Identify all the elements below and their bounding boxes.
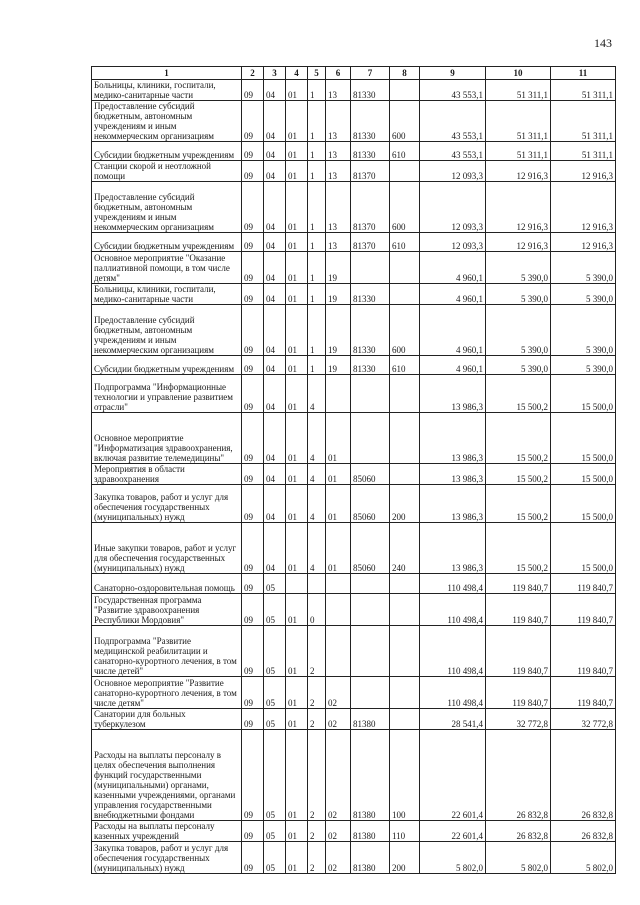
value-col10: 15 500,2 bbox=[486, 413, 551, 464]
code-c7: 85060 bbox=[351, 485, 390, 523]
table-row bbox=[92, 464, 616, 485]
code-c4: 01 bbox=[286, 161, 308, 182]
code-c8 bbox=[390, 375, 420, 413]
code-c7: 81330 bbox=[351, 305, 390, 356]
code-c6: 19 bbox=[326, 284, 351, 305]
code-c5: 1 bbox=[308, 284, 326, 305]
value-col10: 12 916,3 bbox=[486, 233, 551, 252]
code-c6: 01 bbox=[326, 464, 351, 485]
header-cell: 9 bbox=[420, 67, 486, 80]
code-c7: 81380 bbox=[351, 842, 390, 874]
value-col10: 5 390,0 bbox=[486, 252, 551, 284]
table-row bbox=[92, 821, 616, 842]
code-c4: 01 bbox=[286, 677, 308, 709]
code-c8: 600 bbox=[390, 305, 420, 356]
code-c6: 13 bbox=[326, 80, 351, 101]
code-c5: 1 bbox=[308, 142, 326, 161]
code-c2: 09 bbox=[242, 821, 264, 842]
value-col9: 12 093,3 bbox=[420, 182, 486, 233]
code-c7: 81370 bbox=[351, 233, 390, 252]
code-c2: 09 bbox=[242, 485, 264, 523]
value-col10: 15 500,2 bbox=[486, 464, 551, 485]
code-c7: 81370 bbox=[351, 161, 390, 182]
code-c2: 09 bbox=[242, 305, 264, 356]
value-col11: 51 311,1 bbox=[551, 80, 616, 101]
row-name: Предоставление субсидий бюджетным, автономным учреждениям и иным некоммерческим организациям bbox=[92, 101, 242, 142]
code-c4: 01 bbox=[286, 730, 308, 821]
code-c4: 01 bbox=[286, 284, 308, 305]
code-c2: 09 bbox=[242, 284, 264, 305]
value-col11: 5 390,0 bbox=[551, 305, 616, 356]
code-c3: 04 bbox=[264, 523, 286, 574]
value-col9: 5 802,0 bbox=[420, 842, 486, 874]
code-c3: 04 bbox=[264, 375, 286, 413]
code-c5: 2 bbox=[308, 842, 326, 874]
code-c2: 09 bbox=[242, 709, 264, 730]
code-c5: 0 bbox=[308, 594, 326, 626]
code-c4 bbox=[286, 574, 308, 594]
code-c6: 02 bbox=[326, 842, 351, 874]
table-row bbox=[92, 356, 616, 375]
row-name: Предоставление субсидий бюджетным, автономным учреждениям и иным некоммерческим организациям bbox=[92, 182, 242, 233]
value-col9: 28 541,4 bbox=[420, 709, 486, 730]
code-c4: 01 bbox=[286, 375, 308, 413]
code-c6: 19 bbox=[326, 252, 351, 284]
value-col11: 51 311,1 bbox=[551, 101, 616, 142]
code-c3: 04 bbox=[264, 182, 286, 233]
value-col10: 119 840,7 bbox=[486, 626, 551, 677]
row-name: Станции скорой и неотложной помощи bbox=[92, 161, 242, 182]
table-row bbox=[92, 709, 616, 730]
value-col10: 12 916,3 bbox=[486, 182, 551, 233]
value-col9: 12 093,3 bbox=[420, 233, 486, 252]
code-c5: 4 bbox=[308, 413, 326, 464]
code-c3: 04 bbox=[264, 485, 286, 523]
code-c6: 19 bbox=[326, 356, 351, 375]
code-c5: 2 bbox=[308, 677, 326, 709]
row-name: Предоставление субсидий бюджетным, автономным учреждениям и иным некоммерческим организациям bbox=[92, 305, 242, 356]
code-c6 bbox=[326, 375, 351, 413]
value-col11: 15 500,0 bbox=[551, 413, 616, 464]
row-name: Государственная программа "Развитие здравоохранения Республики Мордовия" bbox=[92, 594, 242, 626]
value-col9: 4 960,1 bbox=[420, 356, 486, 375]
value-col11: 12 916,3 bbox=[551, 233, 616, 252]
value-col10: 32 772,8 bbox=[486, 709, 551, 730]
header-cell: 8 bbox=[390, 67, 420, 80]
code-c6: 02 bbox=[326, 709, 351, 730]
table-row bbox=[92, 842, 616, 874]
header-cell: 2 bbox=[242, 67, 264, 80]
code-c8 bbox=[390, 626, 420, 677]
row-name: Подпрограмма "Развитие медицинской реабилитации и санаторно-курортного лечения, в том числе детей" bbox=[92, 626, 242, 677]
header-cell: 10 bbox=[486, 67, 551, 80]
code-c3: 04 bbox=[264, 252, 286, 284]
code-c2: 09 bbox=[242, 677, 264, 709]
code-c4: 01 bbox=[286, 356, 308, 375]
value-col10: 26 832,8 bbox=[486, 730, 551, 821]
code-c8: 600 bbox=[390, 101, 420, 142]
code-c8 bbox=[390, 252, 420, 284]
code-c2: 09 bbox=[242, 842, 264, 874]
code-c3: 04 bbox=[264, 233, 286, 252]
row-name: Закупка товаров, работ и услуг для обеспечения государственных (муниципальных) нужд bbox=[92, 842, 242, 874]
row-name: Иные закупки товаров, работ и услуг для обеспечения государственных (муниципальных) нужд bbox=[92, 523, 242, 574]
code-c2: 09 bbox=[242, 161, 264, 182]
code-c2: 09 bbox=[242, 182, 264, 233]
code-c4: 01 bbox=[286, 80, 308, 101]
code-c8: 240 bbox=[390, 523, 420, 574]
code-c6: 02 bbox=[326, 730, 351, 821]
value-col10: 15 500,2 bbox=[486, 523, 551, 574]
value-col9: 110 498,4 bbox=[420, 677, 486, 709]
code-c2: 09 bbox=[242, 233, 264, 252]
code-c6: 01 bbox=[326, 523, 351, 574]
code-c8 bbox=[390, 594, 420, 626]
code-c7 bbox=[351, 594, 390, 626]
table-row bbox=[92, 594, 616, 626]
code-c6: 19 bbox=[326, 305, 351, 356]
table-row bbox=[92, 80, 616, 101]
row-name: Подпрограмма "Информационные технологии и управление развитием отрасли" bbox=[92, 375, 242, 413]
code-c6: 02 bbox=[326, 677, 351, 709]
code-c6: 13 bbox=[326, 233, 351, 252]
code-c8 bbox=[390, 709, 420, 730]
code-c8: 100 bbox=[390, 730, 420, 821]
table-row bbox=[92, 413, 616, 464]
header-cell: 6 bbox=[326, 67, 351, 80]
value-col11: 26 832,8 bbox=[551, 821, 616, 842]
code-c3: 04 bbox=[264, 142, 286, 161]
row-name: Больницы, клиники, госпитали, медико-санитарные части bbox=[92, 80, 242, 101]
header-cell: 3 bbox=[264, 67, 286, 80]
code-c5: 4 bbox=[308, 523, 326, 574]
code-c6: 02 bbox=[326, 821, 351, 842]
value-col11: 12 916,3 bbox=[551, 182, 616, 233]
code-c3: 04 bbox=[264, 80, 286, 101]
value-col11: 119 840,7 bbox=[551, 626, 616, 677]
code-c6: 13 bbox=[326, 161, 351, 182]
value-col11: 26 832,8 bbox=[551, 730, 616, 821]
value-col10: 5 390,0 bbox=[486, 284, 551, 305]
value-col9: 110 498,4 bbox=[420, 574, 486, 594]
value-col9: 110 498,4 bbox=[420, 594, 486, 626]
value-col9: 13 986,3 bbox=[420, 523, 486, 574]
table-row bbox=[92, 284, 616, 305]
code-c5: 1 bbox=[308, 252, 326, 284]
code-c2: 09 bbox=[242, 594, 264, 626]
code-c7: 81330 bbox=[351, 356, 390, 375]
code-c2: 09 bbox=[242, 523, 264, 574]
code-c7 bbox=[351, 626, 390, 677]
code-c6 bbox=[326, 626, 351, 677]
table-row bbox=[92, 523, 616, 574]
value-col11: 15 500,0 bbox=[551, 375, 616, 413]
code-c5: 1 bbox=[308, 161, 326, 182]
code-c6: 13 bbox=[326, 182, 351, 233]
code-c5: 2 bbox=[308, 730, 326, 821]
value-col11: 51 311,1 bbox=[551, 142, 616, 161]
table-row bbox=[92, 485, 616, 523]
value-col9: 12 093,3 bbox=[420, 161, 486, 182]
code-c3: 05 bbox=[264, 821, 286, 842]
row-name: Санаторно-оздоровительная помощь bbox=[92, 574, 242, 594]
budget-table bbox=[91, 66, 616, 874]
code-c2: 09 bbox=[242, 626, 264, 677]
code-c8: 610 bbox=[390, 142, 420, 161]
code-c3: 05 bbox=[264, 842, 286, 874]
code-c3: 05 bbox=[264, 594, 286, 626]
value-col9: 13 986,3 bbox=[420, 413, 486, 464]
code-c3: 05 bbox=[264, 677, 286, 709]
code-c7 bbox=[351, 375, 390, 413]
code-c3: 04 bbox=[264, 413, 286, 464]
code-c7: 81380 bbox=[351, 821, 390, 842]
value-col9: 22 601,4 bbox=[420, 730, 486, 821]
code-c8: 110 bbox=[390, 821, 420, 842]
code-c8 bbox=[390, 161, 420, 182]
code-c7: 81380 bbox=[351, 730, 390, 821]
table-row bbox=[92, 677, 616, 709]
row-name: Субсидии бюджетным учреждениям bbox=[92, 356, 242, 375]
value-col9: 43 553,1 bbox=[420, 80, 486, 101]
code-c2: 09 bbox=[242, 730, 264, 821]
value-col10: 5 802,0 bbox=[486, 842, 551, 874]
code-c4: 01 bbox=[286, 233, 308, 252]
code-c7 bbox=[351, 574, 390, 594]
table-row bbox=[92, 574, 616, 594]
code-c5: 1 bbox=[308, 305, 326, 356]
value-col10: 15 500,2 bbox=[486, 485, 551, 523]
code-c8: 200 bbox=[390, 842, 420, 874]
code-c3: 04 bbox=[264, 284, 286, 305]
header-cell: 7 bbox=[351, 67, 390, 80]
code-c8 bbox=[390, 574, 420, 594]
value-col9: 43 553,1 bbox=[420, 101, 486, 142]
code-c5: 1 bbox=[308, 182, 326, 233]
code-c3: 04 bbox=[264, 464, 286, 485]
code-c6 bbox=[326, 594, 351, 626]
row-name: Больницы, клиники, госпитали, медико-санитарные части bbox=[92, 284, 242, 305]
code-c7: 81380 bbox=[351, 709, 390, 730]
code-c5: 1 bbox=[308, 101, 326, 142]
value-col11: 119 840,7 bbox=[551, 677, 616, 709]
row-name: Субсидии бюджетным учреждениям bbox=[92, 233, 242, 252]
code-c8: 610 bbox=[390, 356, 420, 375]
code-c7: 85060 bbox=[351, 464, 390, 485]
value-col10: 51 311,1 bbox=[486, 80, 551, 101]
code-c7: 81330 bbox=[351, 284, 390, 305]
code-c3: 05 bbox=[264, 626, 286, 677]
code-c4: 01 bbox=[286, 626, 308, 677]
value-col9: 13 986,3 bbox=[420, 485, 486, 523]
code-c6: 01 bbox=[326, 413, 351, 464]
code-c4: 01 bbox=[286, 709, 308, 730]
value-col11: 15 500,0 bbox=[551, 464, 616, 485]
table-row bbox=[92, 182, 616, 233]
value-col11: 5 390,0 bbox=[551, 252, 616, 284]
table-row bbox=[92, 101, 616, 142]
code-c4: 01 bbox=[286, 413, 308, 464]
value-col9: 4 960,1 bbox=[420, 305, 486, 356]
code-c2: 09 bbox=[242, 101, 264, 142]
row-name: Основное мероприятие "Информатизация здравоохранения, включая развитие телемедицины" bbox=[92, 413, 242, 464]
code-c3: 04 bbox=[264, 101, 286, 142]
code-c6 bbox=[326, 574, 351, 594]
table-row bbox=[92, 375, 616, 413]
value-col9: 22 601,4 bbox=[420, 821, 486, 842]
page-number: 143 bbox=[594, 36, 612, 50]
code-c2: 09 bbox=[242, 142, 264, 161]
table-row bbox=[92, 730, 616, 821]
value-col11: 15 500,0 bbox=[551, 523, 616, 574]
row-name: Расходы на выплаты персоналу казенных учреждений bbox=[92, 821, 242, 842]
row-name: Закупка товаров, работ и услуг для обеспечения государственных (муниципальных) нужд bbox=[92, 485, 242, 523]
value-col10: 12 916,3 bbox=[486, 161, 551, 182]
code-c5: 2 bbox=[308, 821, 326, 842]
value-col10: 15 500,2 bbox=[486, 375, 551, 413]
value-col10: 51 311,1 bbox=[486, 101, 551, 142]
code-c5: 4 bbox=[308, 464, 326, 485]
code-c7: 81330 bbox=[351, 101, 390, 142]
code-c4: 01 bbox=[286, 142, 308, 161]
code-c5 bbox=[308, 574, 326, 594]
code-c2: 09 bbox=[242, 464, 264, 485]
value-col9: 110 498,4 bbox=[420, 626, 486, 677]
code-c7: 81330 bbox=[351, 80, 390, 101]
row-name: Мероприятия в области здравоохранения bbox=[92, 464, 242, 485]
code-c4: 01 bbox=[286, 842, 308, 874]
value-col9: 13 986,3 bbox=[420, 375, 486, 413]
code-c4: 01 bbox=[286, 523, 308, 574]
value-col9: 4 960,1 bbox=[420, 252, 486, 284]
value-col11: 15 500,0 bbox=[551, 485, 616, 523]
table-row bbox=[92, 142, 616, 161]
row-name: Субсидии бюджетным учреждениям bbox=[92, 142, 242, 161]
code-c8: 600 bbox=[390, 182, 420, 233]
code-c4: 01 bbox=[286, 182, 308, 233]
row-name: Основное мероприятие "Оказание паллиативной помощи, в том числе детям" bbox=[92, 252, 242, 284]
value-col11: 5 390,0 bbox=[551, 284, 616, 305]
code-c5: 1 bbox=[308, 80, 326, 101]
value-col10: 5 390,0 bbox=[486, 305, 551, 356]
value-col11: 32 772,8 bbox=[551, 709, 616, 730]
code-c4: 01 bbox=[286, 464, 308, 485]
code-c7 bbox=[351, 252, 390, 284]
code-c6: 13 bbox=[326, 142, 351, 161]
value-col9: 13 986,3 bbox=[420, 464, 486, 485]
code-c4: 01 bbox=[286, 594, 308, 626]
table-row bbox=[92, 626, 616, 677]
code-c5: 1 bbox=[308, 233, 326, 252]
code-c3: 05 bbox=[264, 730, 286, 821]
value-col10: 119 840,7 bbox=[486, 677, 551, 709]
value-col10: 119 840,7 bbox=[486, 594, 551, 626]
code-c4: 01 bbox=[286, 101, 308, 142]
header-cell: 11 bbox=[551, 67, 616, 80]
value-col10: 51 311,1 bbox=[486, 142, 551, 161]
value-col9: 43 553,1 bbox=[420, 142, 486, 161]
code-c8 bbox=[390, 464, 420, 485]
code-c7: 85060 bbox=[351, 523, 390, 574]
code-c7: 81370 bbox=[351, 182, 390, 233]
code-c8: 610 bbox=[390, 233, 420, 252]
code-c5: 4 bbox=[308, 375, 326, 413]
code-c5: 4 bbox=[308, 485, 326, 523]
value-col11: 5 390,0 bbox=[551, 356, 616, 375]
code-c4: 01 bbox=[286, 485, 308, 523]
code-c8 bbox=[390, 413, 420, 464]
code-c8 bbox=[390, 284, 420, 305]
row-name: Санатории для больных туберкулезом bbox=[92, 709, 242, 730]
table-row bbox=[92, 161, 616, 182]
code-c2: 09 bbox=[242, 80, 264, 101]
code-c7 bbox=[351, 677, 390, 709]
code-c2: 09 bbox=[242, 252, 264, 284]
value-col10: 26 832,8 bbox=[486, 821, 551, 842]
code-c4: 01 bbox=[286, 821, 308, 842]
code-c7 bbox=[351, 413, 390, 464]
header-cell: 1 bbox=[92, 67, 242, 80]
header-cell: 4 bbox=[286, 67, 308, 80]
table-row bbox=[92, 252, 616, 284]
row-name: Основное мероприятие "Развитие санаторно-курортного лечения, в том числе детям" bbox=[92, 677, 242, 709]
code-c5: 2 bbox=[308, 709, 326, 730]
code-c3: 04 bbox=[264, 305, 286, 356]
code-c3: 05 bbox=[264, 574, 286, 594]
value-col11: 119 840,7 bbox=[551, 574, 616, 594]
code-c2: 09 bbox=[242, 574, 264, 594]
header-cell: 5 bbox=[308, 67, 326, 80]
code-c7: 81330 bbox=[351, 142, 390, 161]
table-row bbox=[92, 305, 616, 356]
code-c4: 01 bbox=[286, 305, 308, 356]
code-c3: 04 bbox=[264, 161, 286, 182]
code-c5: 1 bbox=[308, 356, 326, 375]
value-col9: 4 960,1 bbox=[420, 284, 486, 305]
code-c5: 2 bbox=[308, 626, 326, 677]
code-c6: 01 bbox=[326, 485, 351, 523]
code-c2: 09 bbox=[242, 375, 264, 413]
value-col11: 5 802,0 bbox=[551, 842, 616, 874]
code-c2: 09 bbox=[242, 356, 264, 375]
code-c4: 01 bbox=[286, 252, 308, 284]
code-c3: 05 bbox=[264, 709, 286, 730]
value-col11: 12 916,3 bbox=[551, 161, 616, 182]
code-c3: 04 bbox=[264, 356, 286, 375]
row-name: Расходы на выплаты персоналу в целях обеспечения выполнения функций государственными (муниципальными) органами, казенными учреждениями, органами управления государственными внебюджетными фондами bbox=[92, 730, 242, 821]
value-col11: 119 840,7 bbox=[551, 594, 616, 626]
code-c8 bbox=[390, 80, 420, 101]
table-body bbox=[92, 80, 616, 874]
code-c8: 200 bbox=[390, 485, 420, 523]
code-c8 bbox=[390, 677, 420, 709]
value-col10: 5 390,0 bbox=[486, 356, 551, 375]
table-header-row bbox=[92, 67, 616, 80]
value-col10: 119 840,7 bbox=[486, 574, 551, 594]
code-c6: 13 bbox=[326, 101, 351, 142]
code-c2: 09 bbox=[242, 413, 264, 464]
table-row bbox=[92, 233, 616, 252]
